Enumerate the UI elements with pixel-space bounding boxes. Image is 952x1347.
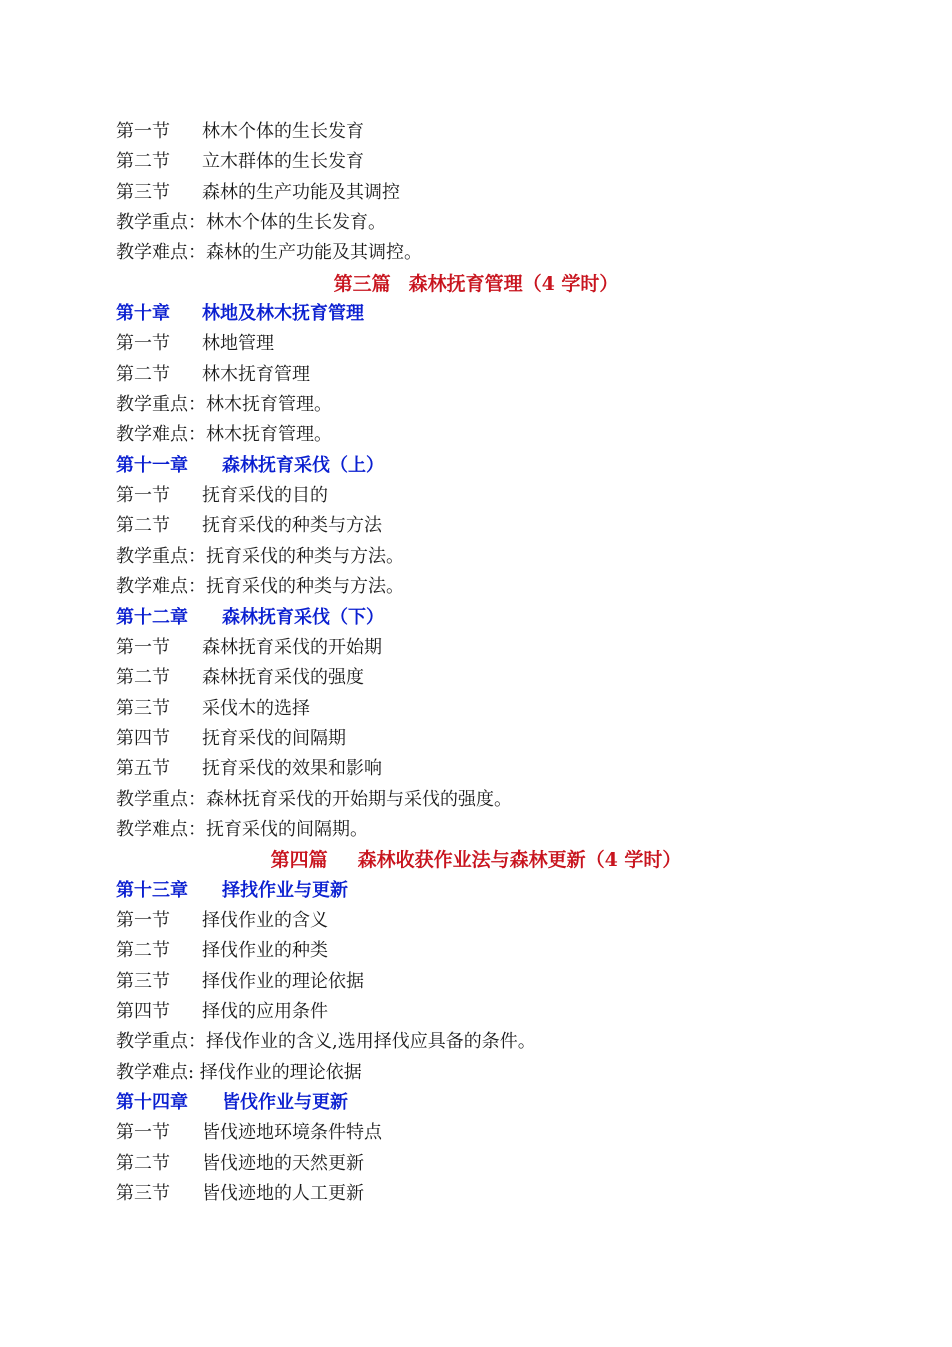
section-number: 第四节	[116, 727, 170, 749]
teaching-note: 教学重点：林木抚育管理。	[116, 394, 332, 416]
section-number: 第一节	[116, 909, 170, 931]
section-number: 第二节	[116, 1152, 170, 1174]
section-number: 第一节	[116, 636, 170, 658]
section-title: 择伐作业的种类	[202, 940, 328, 962]
section-title: 采伐木的选择	[202, 697, 310, 719]
section-title: 皆伐迹地的人工更新	[202, 1183, 364, 1205]
chapter-heading	[116, 451, 836, 481]
section-title: 抚育采伐的种类与方法	[202, 515, 382, 537]
section-number: 第三节	[116, 1183, 170, 1205]
teaching-note: 教学难点：森林的生产功能及其调控。	[116, 242, 422, 264]
section-heading	[116, 1149, 836, 1179]
section-heading	[116, 694, 836, 724]
part-number: 第三篇	[333, 272, 391, 295]
section-heading	[116, 178, 836, 208]
teaching-note: 教学难点：抚育采伐的种类与方法。	[116, 576, 404, 598]
section-number: 第一节	[116, 1122, 170, 1144]
section-heading	[116, 724, 836, 754]
chapter-title: 森林抚育采伐（下）	[222, 606, 384, 628]
section-number: 第一节	[116, 333, 170, 355]
teaching-note: 教学难点：抚育采伐的间隔期。	[116, 818, 368, 840]
section-title: 择伐作业的含义	[202, 909, 328, 931]
part-title: 森林抚育管理（4 学时）	[408, 272, 619, 295]
chapter-title: 皆伐作业与更新	[222, 1092, 348, 1113]
section-number: 第四节	[116, 1000, 170, 1022]
teaching-note: 教学难点: 择伐作业的理论依据	[116, 1061, 362, 1083]
section-number: 第三节	[116, 697, 170, 719]
section-heading	[116, 1118, 836, 1148]
section-title: 抚育采伐的效果和影响	[202, 758, 382, 780]
section-heading	[116, 329, 836, 359]
chapter-number: 第十二章	[116, 606, 188, 628]
section-heading	[116, 754, 836, 784]
section-number: 第二节	[116, 940, 170, 962]
section-number: 第二节	[116, 667, 170, 689]
section-number: 第二节	[116, 151, 170, 173]
section-title: 林木抚育管理	[202, 363, 310, 385]
teaching-note: 教学重点：林木个体的生长发育。	[116, 212, 386, 234]
part-heading	[116, 269, 836, 299]
chapter-number: 第十三章	[116, 879, 188, 901]
section-title: 林地管理	[202, 333, 274, 355]
chapter-heading	[116, 299, 836, 329]
part-heading	[116, 845, 836, 875]
section-number: 第一节	[116, 121, 170, 142]
section-title: 立木群体的生长发育	[202, 151, 364, 173]
section-title: 皆伐迹地环境条件特点	[202, 1122, 382, 1144]
part-title: 森林收获作业法与森林更新（4 学时）	[357, 849, 682, 872]
section-heading	[116, 1179, 836, 1209]
chapter-number: 第十一章	[116, 454, 188, 476]
section-heading	[116, 936, 836, 966]
chapter-heading	[116, 876, 836, 906]
section-heading	[116, 360, 836, 390]
teaching-note: 教学重点：森林抚育采伐的开始期与采伐的强度。	[116, 788, 512, 810]
section-number: 第一节	[116, 485, 170, 507]
section-title: 择伐的应用条件	[202, 1000, 328, 1022]
section-number: 第三节	[116, 181, 170, 203]
chapter-number: 第十四章	[116, 1092, 188, 1113]
chapter-heading	[116, 603, 836, 633]
teaching-note: 教学难点：林木抚育管理。	[116, 424, 332, 446]
section-heading	[116, 147, 836, 177]
teaching-note: 教学重点：择伐作业的含义,选用择伐应具备的条件。	[116, 1031, 536, 1053]
chapter-title: 森林抚育采伐（上）	[222, 454, 384, 476]
section-title: 抚育采伐的目的	[202, 485, 328, 507]
teaching-note: 教学重点：抚育采伐的种类与方法。	[116, 545, 404, 567]
section-title: 森林的生产功能及其调控	[202, 181, 400, 203]
section-title: 皆伐迹地的天然更新	[202, 1152, 364, 1174]
section-heading	[116, 481, 836, 511]
section-heading	[116, 511, 836, 541]
section-heading	[116, 967, 836, 997]
section-heading	[116, 663, 836, 693]
chapter-heading	[116, 1088, 836, 1118]
syllabus-content	[116, 117, 836, 1209]
section-title: 森林抚育采伐的强度	[202, 667, 364, 689]
section-title: 森林抚育采伐的开始期	[202, 636, 382, 658]
section-number: 第二节	[116, 363, 170, 385]
chapter-title: 择找作业与更新	[222, 879, 348, 901]
section-heading	[116, 117, 836, 147]
section-number: 第五节	[116, 758, 170, 780]
chapter-number: 第十章	[116, 303, 170, 325]
chapter-title: 林地及林木抚育管理	[202, 303, 364, 325]
section-number: 第三节	[116, 970, 170, 992]
section-title: 抚育采伐的间隔期	[202, 727, 346, 749]
section-title: 择伐作业的理论依据	[202, 970, 364, 992]
section-number: 第二节	[116, 515, 170, 537]
section-heading	[116, 997, 836, 1027]
section-heading	[116, 633, 836, 663]
part-number: 第四篇	[270, 849, 328, 872]
section-heading	[116, 906, 836, 936]
section-title: 林木个体的生长发育	[202, 121, 364, 142]
